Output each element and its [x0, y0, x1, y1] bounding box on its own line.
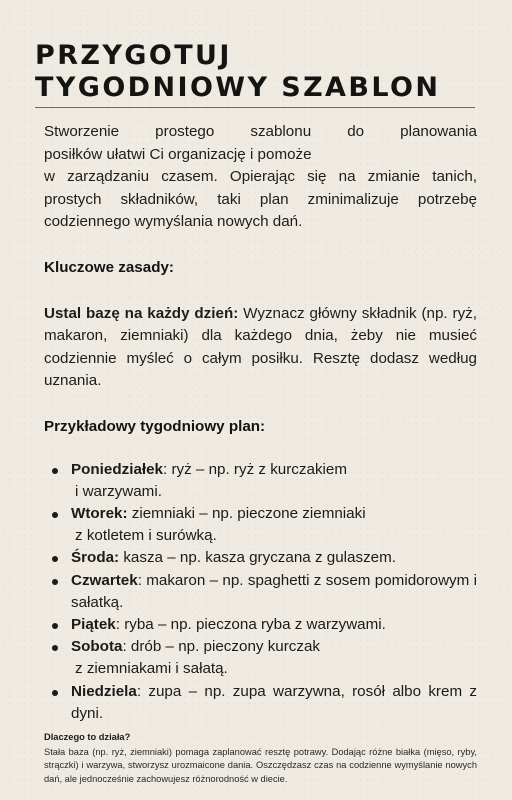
key-rule-text: Wyznacz główny składnik (np. ryż, makaron, ziemniaki) dla każdego dnia, żeby nie musieć codziennie myśleć o całym posiłku. Resztę dodasz według uznania. — [44, 304, 477, 390]
plan-day-text: kasza – np. kasza gryczana z gulaszem. — [119, 549, 396, 567]
plan-list-item — [44, 636, 477, 680]
plan-day-text-continued: z kotletem i surówką. — [75, 527, 217, 545]
plan-list-item — [44, 570, 477, 614]
footer-title: Dlaczego to działa? — [44, 732, 131, 742]
plan-day-text: zupa – np. zupa warzywna, rosół albo krem z dyni. — [71, 682, 477, 722]
bullet-icon — [52, 468, 58, 474]
footer-note — [44, 731, 477, 786]
plan-day-name: Czwartek — [71, 571, 138, 589]
main-content — [44, 121, 477, 725]
plan-day-separator: : — [115, 615, 120, 633]
bullet-icon — [52, 512, 58, 518]
key-rule-paragraph — [44, 303, 477, 393]
intro-paragraph — [44, 121, 477, 234]
title-divider — [35, 107, 475, 108]
plan-day-text: ryż – np. ryż z kurczakiem — [167, 460, 348, 478]
plan-day-separator: : — [163, 460, 168, 478]
page-title-line-1: PRZYGOTUJ — [35, 40, 232, 71]
plan-list-item — [44, 614, 477, 636]
plan-day-text: drób – np. pieczony kurczak — [126, 638, 321, 656]
bullet-icon — [52, 623, 58, 629]
plan-day-separator: : — [136, 682, 142, 700]
plan-day-name: Wtorek: — [71, 504, 128, 522]
bullet-icon — [52, 690, 58, 696]
page-title-line-2: TYGODNIOWY SZABLON — [35, 72, 441, 103]
intro-line-1: Stworzenie prostego szablonu do planowania — [44, 123, 477, 140]
plan-day-name: Poniedziałek — [71, 460, 164, 478]
plan-day-text-continued: z ziemniakami i sałatą. — [75, 660, 228, 678]
plan-day-separator: : — [137, 571, 142, 589]
plan-day-name: Niedziela — [71, 682, 137, 700]
bullet-icon — [52, 645, 58, 651]
plan-day-text: makaron – np. spaghetti z sosem pomidorowym i sałatką. — [71, 571, 477, 611]
plan-day-name: Sobota — [71, 638, 123, 656]
key-rule-title: Ustal bazę na każdy dzień: — [44, 304, 239, 322]
bullet-icon — [52, 556, 58, 562]
plan-list-item — [44, 459, 477, 503]
plan-day-name: Piątek — [71, 615, 116, 633]
key-rules-heading: Kluczowe zasady: — [44, 258, 174, 276]
intro-line-2: posiłków ułatwi Ci organizację i pomoże — [44, 145, 312, 163]
plan-heading: Przykładowy tygodniowy plan: — [44, 417, 266, 435]
page-title — [35, 40, 480, 104]
intro-line-3: w zarządzaniu czasem. Opierając się na zmianie tanich, prostych składników, taki plan zminimalizuje potrzebę codziennego wymyślania nowych dań. — [44, 168, 477, 231]
plan-day-text: ryba – np. pieczona ryba z warzywami. — [119, 615, 386, 633]
plan-list-item — [44, 547, 477, 569]
plan-list-item — [44, 503, 477, 547]
plan-day-text: ziemniaki – np. pieczone ziemniaki — [127, 504, 366, 522]
plan-day-name: Środa: — [71, 549, 120, 567]
bullet-icon — [52, 579, 58, 585]
plan-day-separator: : — [122, 638, 127, 656]
plan-list-item — [44, 681, 477, 725]
plan-day-text-continued: i warzywami. — [75, 482, 162, 500]
footer-text: Stała baza (np. ryż, ziemniaki) pomaga zaplanować resztę potrawy. Dodając różne białka (mięso, ryby, strączki) i warzywa, stworzysz urozmaicone dania. Oszczędzasz czas na codzienne wymyślanie nowych dań, ale jednocześnie zachowujesz różnorodność w diecie. — [44, 747, 477, 784]
weekly-plan-list — [44, 459, 477, 725]
